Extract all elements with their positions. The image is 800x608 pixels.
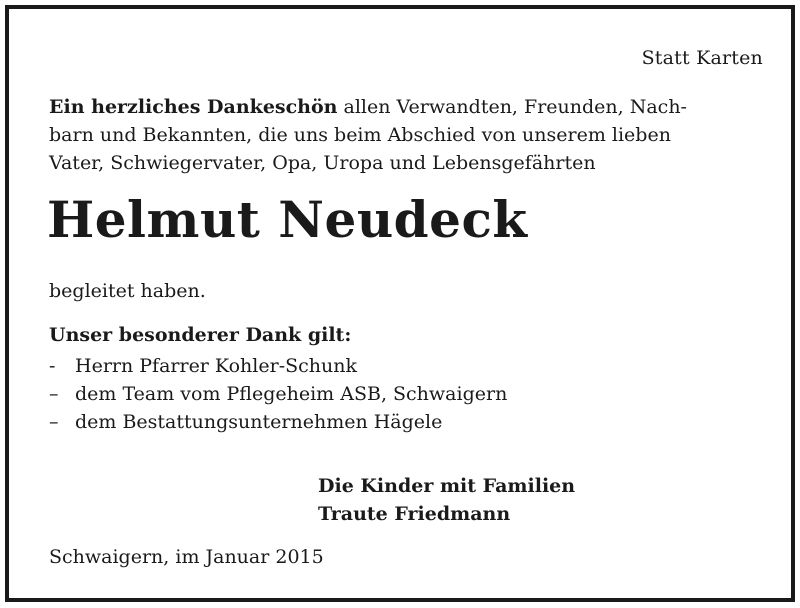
thanks-heading: Unser besonderer Dank gilt: <box>49 324 352 346</box>
thanks-item-text: dem Bestattungsunternehmen Hägele <box>75 411 443 433</box>
deceased-name: Helmut Neudeck <box>47 190 528 249</box>
signature-block <box>318 472 575 528</box>
place-date: Schwaigern, im Januar 2015 <box>49 546 324 568</box>
intro-paragraph <box>49 93 769 177</box>
thanks-list-item <box>49 352 507 380</box>
intro-bold-text: Ein herzliches Dankeschön <box>49 96 338 118</box>
intro-line-3: Vater, Schwiegervater, Opa, Uropa und Lebensgefährten <box>49 152 596 174</box>
intro-line-1 <box>49 93 769 121</box>
signature-line-1: Die Kinder mit Familien <box>318 475 576 497</box>
intro-line-2: barn und Bekannten, die uns beim Abschied von unserem lieben <box>49 124 671 146</box>
statt-karten-label: Statt Karten <box>641 47 763 69</box>
thanks-list <box>49 352 507 436</box>
thanks-item-text: dem Team vom Pflegeheim ASB, Schwaigern <box>75 383 508 405</box>
begleitet-text: begleitet haben. <box>49 280 206 302</box>
thanks-list-item <box>49 408 507 436</box>
list-dash: - <box>49 355 56 377</box>
list-dash: – <box>49 383 59 405</box>
thanks-list-item <box>49 380 507 408</box>
notice-frame <box>5 5 795 602</box>
thanks-item-text: Herrn Pfarrer Kohler-Schunk <box>75 355 357 377</box>
list-dash: – <box>49 411 59 433</box>
intro-line-1-rest: allen Verwandten, Freunden, Nach- <box>337 96 687 118</box>
signature-line-2: Traute Friedmann <box>318 503 511 525</box>
